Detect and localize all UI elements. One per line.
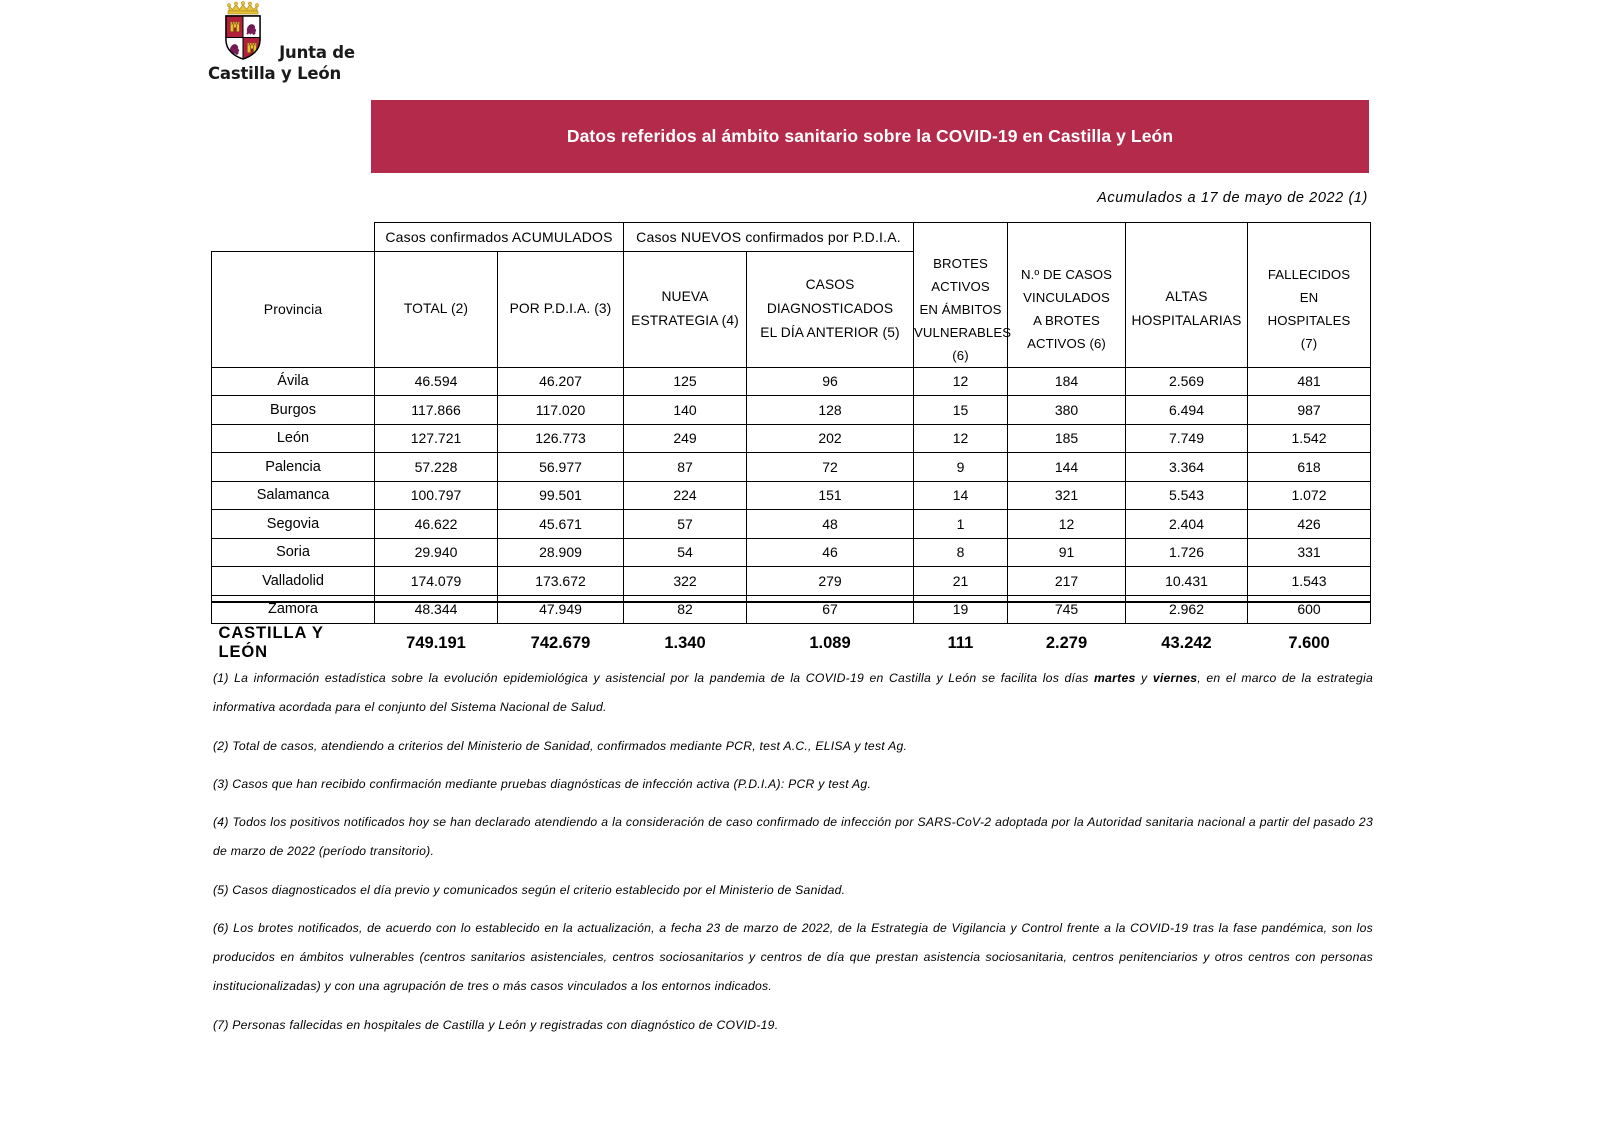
cell-total: 117.866 [375, 396, 498, 425]
cell-nueva-estrategia: 249 [624, 424, 747, 453]
cell-vinculados: 185 [1008, 424, 1126, 453]
footnote-7: (7) Personas fallecidas en hospitales de Castilla y León y registradas con diagnóstico de COVID-19. [213, 1018, 779, 1032]
junta-logo [208, 0, 362, 92]
cell-diagnosticados: 46 [747, 538, 914, 567]
total-altas: 43.242 [1161, 633, 1212, 652]
col-diagnosticados [747, 252, 914, 368]
banner-title-text: Datos referidos al ámbito sanitario sobre la COVID-19 en Castilla y León [566, 126, 1174, 146]
cell-por-pdia: 56.977 [498, 453, 624, 482]
cell-provincia: Soria [212, 538, 375, 567]
group-header-spacer-brotes [914, 223, 1008, 252]
col-fallecidos-l2: EN [1299, 290, 1319, 305]
cell-altas: 7.749 [1126, 424, 1248, 453]
cell-por-pdia: 99.501 [498, 481, 624, 510]
cell-provincia: Salamanca [212, 481, 375, 510]
cell-brotes: 8 [914, 538, 1008, 567]
col-diagnosticados-l3: EL DÍA ANTERIOR (5) [760, 325, 900, 341]
cell-altas: 2.569 [1126, 367, 1248, 396]
table-total-row [212, 624, 1371, 663]
cell-por-pdia: 173.672 [498, 567, 624, 596]
cell-vinculados: 144 [1008, 453, 1126, 482]
cell-por-pdia: 45.671 [498, 510, 624, 539]
cell-vinculados: 217 [1008, 567, 1126, 596]
cell-fallecidos: 600 [1248, 595, 1371, 624]
total-brotes: 111 [947, 633, 974, 652]
cell-total: 174.079 [375, 567, 498, 596]
group-header-row [212, 223, 1371, 252]
table-row [212, 510, 1371, 539]
cell-fallecidos: 481 [1248, 367, 1371, 396]
cell-nueva-estrategia: 224 [624, 481, 747, 510]
footnote-1-part-c: y [1135, 671, 1153, 685]
cell-diagnosticados: 202 [747, 424, 914, 453]
cell-nueva-estrategia: 87 [624, 453, 747, 482]
col-por-pdia: POR P.D.I.A. (3) [498, 252, 624, 368]
footnotes [213, 664, 1373, 1050]
cell-vinculados: 745 [1008, 595, 1126, 624]
cell-nueva-estrategia: 57 [624, 510, 747, 539]
table [211, 222, 1371, 662]
cell-total: 48.344 [375, 595, 498, 624]
footnote-1-viernes: viernes [1152, 671, 1198, 685]
table-bottom-rule [211, 601, 1370, 603]
cell-brotes: 9 [914, 453, 1008, 482]
group-header-spacer [212, 223, 375, 252]
col-diagnosticados-l2: DIAGNOSTICADOS [766, 301, 894, 317]
total-fallecidos: 7.600 [1288, 633, 1330, 652]
cell-provincia: Valladolid [212, 567, 375, 596]
total-total: 749.191 [406, 633, 466, 652]
col-nueva-estrategia [624, 252, 747, 368]
col-total: TOTAL (2) [375, 252, 498, 368]
column-header-row [212, 252, 1371, 368]
group-header-spacer-fallecidos [1248, 223, 1371, 252]
cell-diagnosticados: 128 [747, 396, 914, 425]
col-nueva-estrategia-l1: NUEVA [661, 289, 709, 305]
cell-fallecidos: 987 [1248, 396, 1371, 425]
cell-total: 46.622 [375, 510, 498, 539]
group-header-spacer-altas [1126, 223, 1248, 252]
cell-brotes: 15 [914, 396, 1008, 425]
cell-por-pdia: 47.949 [498, 595, 624, 624]
col-brotes-l3: EN ÁMBITOS [919, 301, 1002, 317]
cell-brotes: 1 [914, 510, 1008, 539]
col-nueva-estrategia-l2: ESTRATEGIA (4) [631, 313, 739, 329]
col-fallecidos-l4: (7) [1300, 336, 1318, 351]
cell-diagnosticados: 96 [747, 367, 914, 396]
col-fallecidos-l1: FALLECIDOS [1267, 267, 1351, 282]
cell-por-pdia: 117.020 [498, 396, 624, 425]
cell-vinculados: 91 [1008, 538, 1126, 567]
col-vinculados-l1: N.º DE CASOS [1020, 267, 1113, 282]
col-altas-l2: HOSPITALARIAS [1131, 313, 1242, 328]
cell-provincia: León [212, 424, 375, 453]
cell-total: 29.940 [375, 538, 498, 567]
cell-brotes: 12 [914, 424, 1008, 453]
col-diagnosticados-l1: CASOS [805, 277, 855, 293]
footnote-3: (3) Casos que han recibido confirmación mediante pruebas diagnósticas de infección activa (P.D.I.A): PCR y test Ag. [213, 777, 872, 791]
footnote-6: (6) Los brotes notificados, de acuerdo con lo establecido en la actualización, a fecha 23 de marzo de 2022, de la Estrategia de Vigilancia y Control frente a la COVID-19 tras la fase pandémica, son los producidos en ámbitos vulnerables (centros sanitarios asistenciales, centros sociosanitarios y centros de día que prestan asistencia sociosanitaria, centros penitenciarios y otros centros con personas institucionalizadas) y con una agrupación de tres o más casos vinculados a los entornos indicados. [213, 921, 1373, 993]
cell-brotes: 21 [914, 567, 1008, 596]
logo-line-1: Junta de [279, 43, 355, 62]
total-label: CASTILLA Y LEÓN [218, 624, 324, 661]
col-fallecidos [1248, 252, 1371, 368]
cell-brotes: 14 [914, 481, 1008, 510]
cell-total: 127.721 [375, 424, 498, 453]
cell-diagnosticados: 67 [747, 595, 914, 624]
cell-vinculados: 184 [1008, 367, 1126, 396]
cell-altas: 2.404 [1126, 510, 1248, 539]
total-por-pdia: 742.679 [530, 633, 591, 652]
cell-altas: 5.543 [1126, 481, 1248, 510]
cell-altas: 6.494 [1126, 396, 1248, 425]
col-vinculados-l4: ACTIVOS (6) [1027, 336, 1106, 351]
accumulated-date: Acumulados a 17 de mayo de 2022 (1) [1097, 190, 1368, 206]
cell-altas: 1.726 [1126, 538, 1248, 567]
total-nueva-estrategia: 1.340 [664, 633, 706, 652]
col-provincia: Provincia [212, 252, 375, 368]
total-vinculados: 2.279 [1045, 633, 1088, 652]
cell-vinculados: 321 [1008, 481, 1126, 510]
footnote-2: (2) Total de casos, atendiendo a criterios del Ministerio de Sanidad, confirmados mediante PCR, test A.C., ELISA y test Ag. [213, 739, 908, 753]
cell-altas: 3.364 [1126, 453, 1248, 482]
cell-total: 57.228 [375, 453, 498, 482]
cell-diagnosticados: 72 [747, 453, 914, 482]
cell-diagnosticados: 279 [747, 567, 914, 596]
cell-nueva-estrategia: 125 [624, 367, 747, 396]
footnote-1-part-e: , en el marco de la estrategia informativa acordada para el conjunto del Sistema Nacional de Salud. [213, 671, 1373, 714]
col-casos-vinculados [1008, 252, 1126, 368]
col-vinculados-l2: VINCULADOS [1023, 290, 1110, 305]
col-altas [1126, 252, 1248, 368]
cell-diagnosticados: 151 [747, 481, 914, 510]
table-row [212, 367, 1371, 396]
col-brotes-l4: VULNERABLES [914, 324, 1012, 340]
cell-fallecidos: 426 [1248, 510, 1371, 539]
cell-nueva-estrategia: 322 [624, 567, 747, 596]
group-header-nuevos: Casos NUEVOS confirmados por P.D.I.A. [624, 223, 914, 252]
table-row [212, 567, 1371, 596]
cell-nueva-estrategia: 54 [624, 538, 747, 567]
cell-total: 100.797 [375, 481, 498, 510]
col-brotes-l1: BROTES [933, 255, 988, 271]
covid-data-table [211, 222, 1370, 662]
total-diagnosticados: 1.089 [809, 633, 851, 652]
footnote-1-part-a: (1) La información estadística sobre la evolución epidemiológica y asistencial por la pandemia de la COVID-19 en Castilla y León se facilita los días [213, 671, 1095, 685]
table-row [212, 424, 1371, 453]
footnote-1-martes: martes [1094, 671, 1136, 685]
cell-brotes: 12 [914, 367, 1008, 396]
cell-fallecidos: 618 [1248, 453, 1371, 482]
col-altas-l1: ALTAS [1165, 289, 1208, 304]
group-header-spacer-vinculados [1008, 223, 1126, 252]
cell-por-pdia: 28.909 [498, 538, 624, 567]
col-brotes-activos [914, 252, 1012, 368]
cell-fallecidos: 1.542 [1248, 424, 1371, 453]
cell-fallecidos: 1.543 [1248, 567, 1371, 596]
cell-nueva-estrategia: 82 [624, 595, 747, 624]
title-banner [371, 100, 1369, 173]
table-row [212, 595, 1371, 624]
cell-fallecidos: 331 [1248, 538, 1371, 567]
cell-nueva-estrategia: 140 [624, 396, 747, 425]
group-header-acumulados: Casos confirmados ACUMULADOS [375, 223, 624, 252]
footnote-1 [213, 664, 1373, 722]
cell-por-pdia: 46.207 [498, 367, 624, 396]
table-row [212, 396, 1371, 425]
cell-provincia: Ávila [212, 367, 375, 396]
logo-line-2: Castilla y León [208, 64, 342, 83]
cell-provincia: Segovia [212, 510, 375, 539]
table-row [212, 481, 1371, 510]
cell-brotes: 19 [914, 595, 1008, 624]
cell-altas: 10.431 [1126, 567, 1248, 596]
cell-altas: 2.962 [1126, 595, 1248, 624]
cell-vinculados: 380 [1008, 396, 1126, 425]
col-vinculados-l3: A BROTES [1033, 313, 1100, 328]
table-row [212, 538, 1371, 567]
footnote-5: (5) Casos diagnosticados el día previo y comunicados según el criterio establecido por el Ministerio de Sanidad. [213, 883, 846, 897]
cell-provincia: Zamora [212, 595, 375, 624]
table-row [212, 453, 1371, 482]
col-brotes-l2: ACTIVOS [931, 278, 990, 294]
footnote-4: (4) Todos los positivos notificados hoy se han declarado atendiendo a la consideración de caso confirmado de infección por SARS-CoV-2 adoptada por la Autoridad sanitaria nacional a partir del pasado 23 de marzo de 2022 (período transitorio). [213, 815, 1373, 858]
cell-provincia: Burgos [212, 396, 375, 425]
cell-diagnosticados: 48 [747, 510, 914, 539]
cell-por-pdia: 126.773 [498, 424, 624, 453]
cell-fallecidos: 1.072 [1248, 481, 1371, 510]
cell-provincia: Palencia [212, 453, 375, 482]
col-fallecidos-l3: HOSPITALES [1267, 313, 1351, 328]
cell-vinculados: 12 [1008, 510, 1126, 539]
coat-of-arms-icon [219, 0, 271, 62]
col-brotes-l5: (6) [952, 347, 969, 363]
cell-total: 46.594 [375, 367, 498, 396]
